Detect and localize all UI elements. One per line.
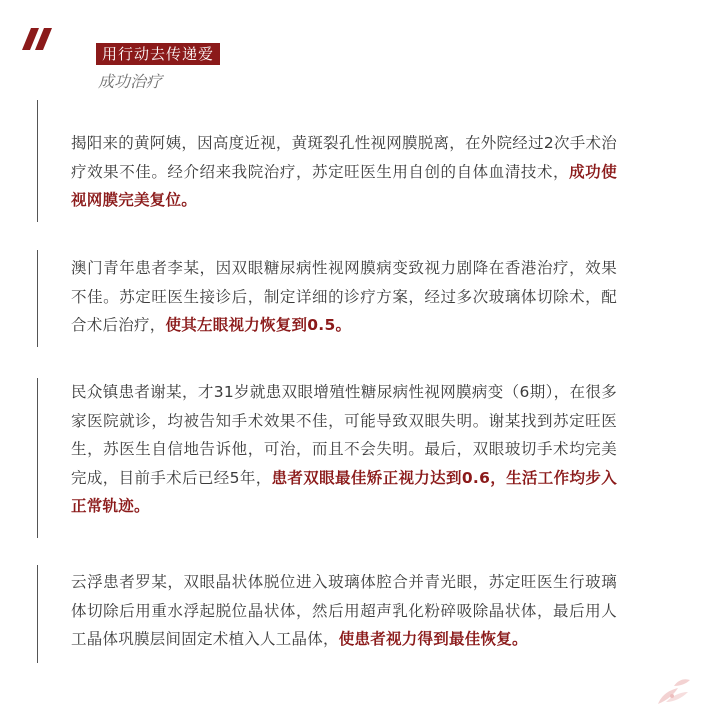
- case-block: [37, 378, 617, 538]
- quote-mark-icon: [22, 28, 52, 50]
- case-paragraph: [71, 129, 617, 215]
- case-highlight: 使其左眼视力恢复到0.5。: [165, 316, 352, 334]
- section-subtitle: 成功治疗: [98, 72, 163, 91]
- case-paragraph: [71, 378, 617, 521]
- case-highlight: 成功使视网膜完美复位。: [71, 162, 617, 209]
- decorative-flower-icon: [652, 676, 692, 706]
- case-block: [37, 565, 617, 663]
- case-block: [37, 100, 617, 222]
- case-highlight: 患者双眼最佳矫正视力达到0.6，生活工作均步入正常轨迹。: [71, 468, 617, 515]
- case-text: 云浮患者罗某，双眼晶状体脱位进入玻璃体腔合并青光眼，苏定旺医生行玻璃体切除后用重水浮起脱位晶状体，然后用超声乳化粉碎吸除晶状体，最后用人工晶体巩膜层间固定术植入人工晶体，: [71, 573, 617, 648]
- case-paragraph: [71, 254, 617, 340]
- case-highlight: 使患者视力得到最佳恢复。: [338, 630, 528, 648]
- case-text: 澳门青年患者李某，因双眼糖尿病性视网膜病变致视力剧降在香港治疗，效果不佳。苏定旺医生接诊后，制定详细的诊疗方案，经过多次玻璃体切除术，配合术后治疗，: [71, 259, 617, 334]
- case-paragraph: [71, 568, 617, 654]
- section-title: 用行动去传递爱: [96, 43, 220, 65]
- case-text: 民众镇患者谢某，才31岁就患双眼增殖性糖尿病性视网膜病变（6期），在很多家医院就诊，均被告知手术效果不佳，可能导致双眼失明。谢某找到苏定旺医生，苏医生自信地告诉他，可治，而且不会失明。最后，双眼玻切手术均完美完成，目前手术后已经5年，: [71, 383, 617, 487]
- case-text: 揭阳来的黄阿姨，因高度近视，黄斑裂孔性视网膜脱离，在外院经过2次手术治疗效果不佳。经介绍来我院治疗，苏定旺医生用自创的自体血清技术，: [71, 134, 617, 181]
- case-block: [37, 250, 617, 347]
